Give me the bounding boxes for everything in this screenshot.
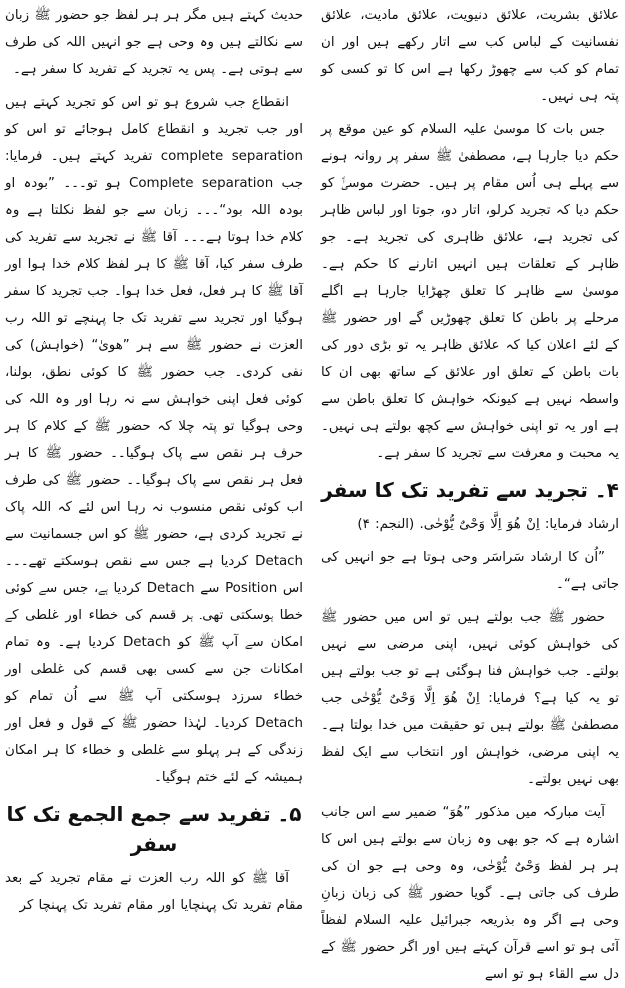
verse-translation: ”اُن کا ارشاد سَراسَر وحی ہوتا ہے جو انہیں کی جاتی ہے“۔ [321, 550, 619, 592]
left-column [5, 2, 303, 974]
paragraph: حضور ﷺ جب بولتے ہیں تو اس میں حضور ﷺ کی خواہش کوئی نہیں، اپنی مرضی سے نہیں بولتے۔ جب خواہش فنا ہوگئی ہے تو جب بولتے ہیں تو یہ کیا ہے؟ فرمایا: اِنْ هُوَ اِلَّا وَحْیٌ یُّوْحٰی جب مصطفیٰ ﷺ بولتے ہیں تو حقیقت میں خدا بولتا ہے۔ یہ اپنی مرضی، خواہش اور انتخاب سے ایک لفظ بھی نہیں بولتے۔ [321, 610, 619, 787]
paragraph: جس بات کا موسیٰ علیہ السلام کو عین موقع پر حکم دیا جارہا ہے، مصطفیٰ ﷺ سفر پر روانہ ہونے سے پہلے ہی اُس مقام پر ہیں۔ حضرت موسیٰؑ کو حکم دیا کہ تجرید کرلو، اتار دو، جوتا اور لباس ظاہر کی تجرید ہے، علائق ظاہری کی تجرید ہے۔ جو ظاہر کے تعلقات ہیں انہیں اتارنے کا حکم ہے۔ موسیٰ سے ظاہر کا تعلق چھڑایا جارہا ہے اگلے مرحلے پر باطن کا تعلق چھوڑیں گے اور حضور ﷺ کے لئے اعلان کیا کہ علائق ظاہر یہ تو بڑی دور کی بات باطن کے تعلق اور علائق کے ساتھ بھی ان کا واسطہ نہیں ہے کیونکہ خواہش کا تعلق باطن سے ہے اور یہ تو اپنی خواہش سے کچھ بولتے ہی نہیں۔ یہ محبت و معرفت سے تجرید کا سفر ہے۔ [321, 122, 619, 461]
right-column [321, 2, 619, 982]
paragraph: آیت مبارکہ میں مذکور ”ھُوَ“ ضمیر سے اس جانب اشارہ ہے کہ جو بھی وہ زبان سے بولتے ہیں اس کا ہر ہر لفظ وَحْیٌ یُّوْحٰی، وہ وحی ہے جو ان کی طرف کی جاتی ہے۔ گویا حضور ﷺ کی زبان زبانِ وحی ہے اگر وہ بذریعہ جبرائیل علیہ السلام لفظاً آئی ہو تو اسے قرآن کہتے ہیں اور اگر حضور ﷺ کے دل سے القاء ہو تو اسے [321, 805, 619, 982]
section-heading: ۵۔ تفرید سے جمع الجمع تک کا سفر [6, 802, 302, 856]
paragraph: حدیث کہتے ہیں مگر ہر ہر لفظ جو حضور ﷺ زبان سے نکالتے ہیں وہ وحی ہے جو انہیں اللہ کی طرف سے ہوتی ہے۔ پس یہ تجرید کے تفرید کا سفر ہے۔ [5, 8, 303, 77]
paragraph: آقا ﷺ کو اللہ رب العزت نے مقام تجرید کے بعد مقام تفرید تک پہنچایا اور مقام تفرید تک پہنچا کر [5, 871, 303, 913]
verse-citation: ارشاد فرمایا: اِنْ هُوَ اِلَّا وَحْیٌ یُّوْحٰی. (النجم: ۴) [357, 517, 619, 532]
paragraph: انقطاع جب شروع ہو تو اس کو تجرید کہتے ہیں اور جب تجرید و انقطاع کامل ہوجائے تو اس کو complete separation تفرید کہتے ہیں۔ فرمایا: جب Complete separation ہو تو۔۔۔ ”بودہ او بودہ اللہ بود“۔۔۔ زبان سے جو لفظ نکلتا ہے وہ کلام خدا ہوتا ہے۔۔۔ آقا ﷺ نے تجرید سے تفرید کی طرف سفر کیا، آقا ﷺ کا ہر لفظ کلام خدا ہوا اور آقا ﷺ کا ہر فعل، فعل خدا ہوا۔ جب تجرید کا سفر ہوگیا اور تجرید سے تفرید تک جا پہنچے تو اللہ رب العزت نے حضور ﷺ سے ہر ”ھویٰ“ (خواہش) کی نفی کردی۔ جب حضور ﷺ کا کوئی نطق، بولنا، کوئی فعل اپنی خواہش سے نہ رہا اور وہ اللہ کی وحی ہوگیا تو پتہ چلا کہ حضور ﷺ کے کلام کا ہر حرف ہر نقص سے پاک ہوگیا۔۔ حضور ﷺ کا ہر فعل ہر نقص سے پاک ہوگیا۔۔ حضور ﷺ کی طرف اب کوئی نقص منسوب نہ رہا اس لئے کہ اللہ پاک نے تجرید کردی ہے، حضور ﷺ کو اس جسمانیت سے Detach کردیا ہے جس سے نقص ہوسکتے تھے۔۔۔ اس Position سے Detach کردیا ہے، جس سے کوئی خطا ہوسکتی تھی۔ ہر قسم کی خطاء اور غلطی کے امکان سے آپ ﷺ کو Detach کردیا ہے۔ وہ تمام امکانات جن سے کسی بھی قسم کی غلطی اور خطاء سرزد ہوسکتی آپ ﷺ سے اُن تمام کو Detach کردیا۔ لہٰذا حضور ﷺ کے قول و فعل اور زندگی کے ہر پہلو سے غلطی و خطاء کا ہر امکان ہمیشہ کے لئے ختم ہوگیا۔ [5, 95, 303, 785]
paragraph: علائق بشریت، علائق دنیویت، علائق مادیت، علائق نفسانیت کے لباس کب سے اتار رکھے ہیں اور ان تمام کو کب سے چھوڑ رکھا ہے اس کا تو کسی کو پتہ ہی نہیں۔ [321, 8, 619, 104]
section-heading: ۴۔ تجرید سے تفرید تک کا سفر [321, 478, 619, 502]
